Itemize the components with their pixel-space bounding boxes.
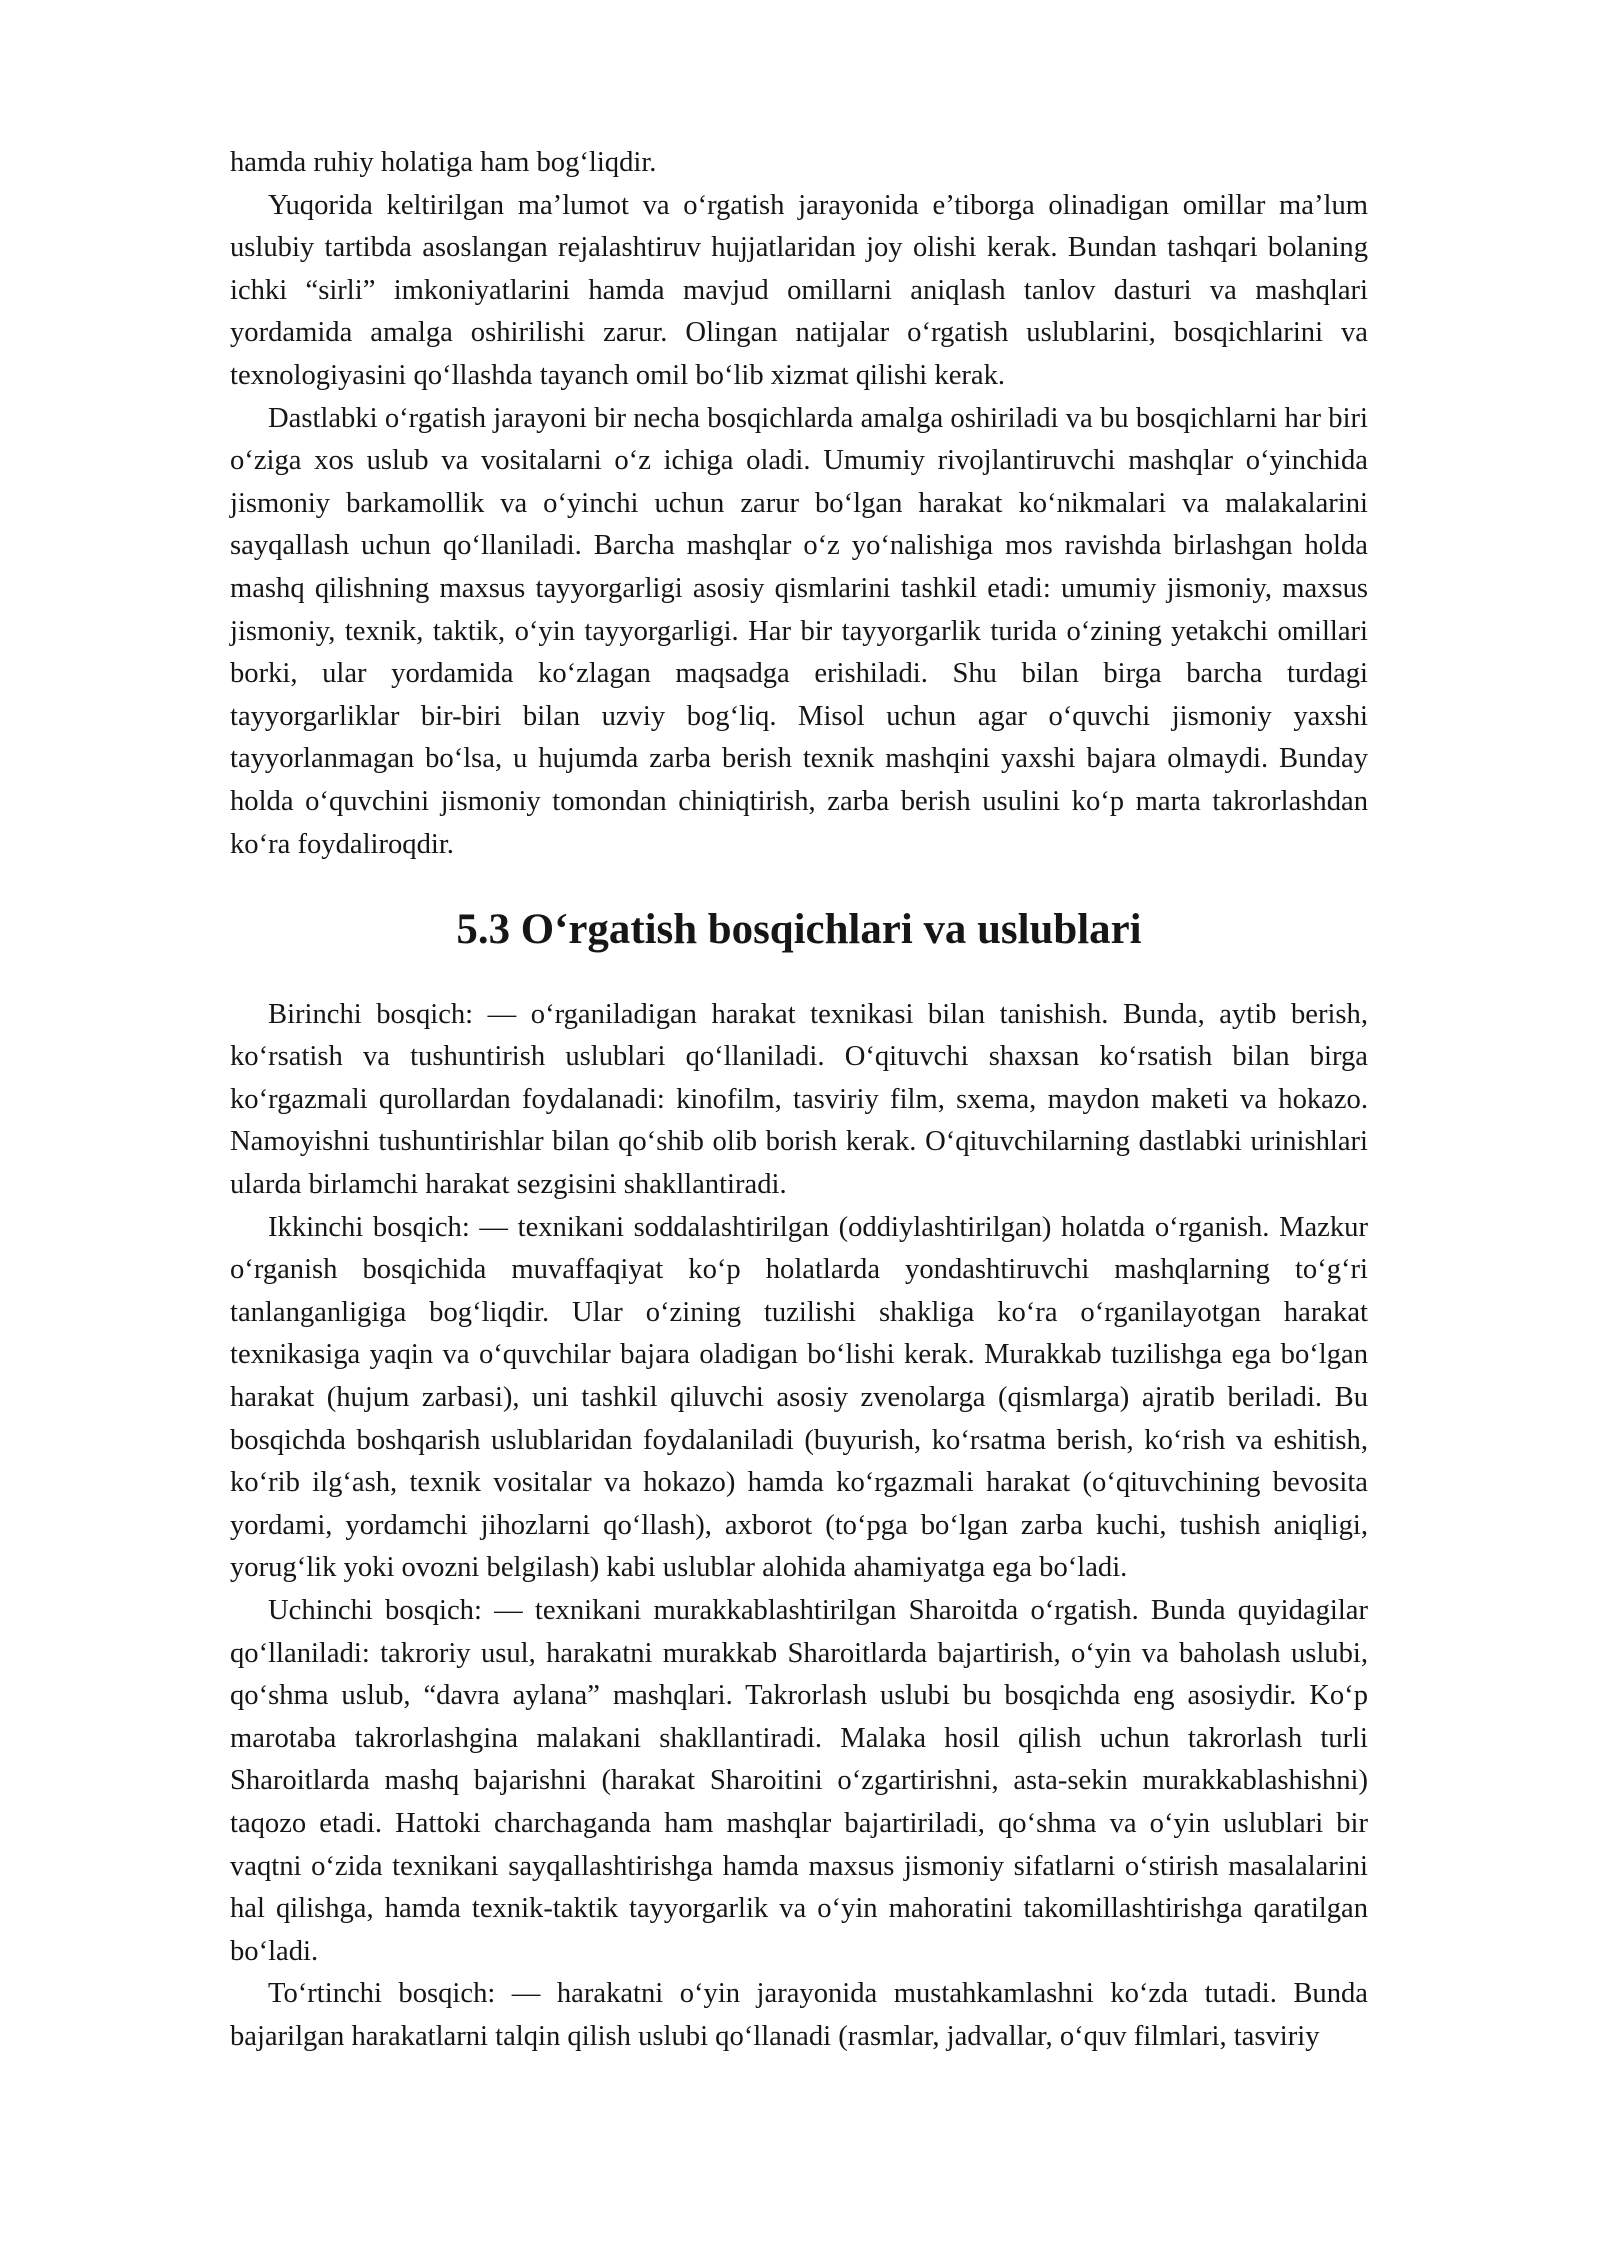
paragraph-stage-two: Ikkinchi bosqich: — texnikani soddalashtirilgan (oddiylashtirilgan) holatda o‘rganish. Mazkur o‘rganish bosqichida muvaffaqiyat ko‘p holatlarda yondashtiruvchi mashqlarning to‘g‘ri tanlanganligiga bog‘liqdir. Ular o‘zining tuzilishi shakliga ko‘ra o‘rganilayotgan harakat texnikasiga yaqin va o‘quvchilar bajara oladigan bo‘lishi kerak. Murakkab tuzilishga ega bo‘lgan harakat (hujum zarbasi), uni tashkil qiluvchi asosiy zvenolarga (qismlarga) ajratib beriladi. Bu bosqichda boshqarish uslublaridan foydalaniladi (buyurish, ko‘rsatma berish, ko‘rish va eshitish, ko‘rib ilg‘ash, texnik vositalar va hokazo) hamda ko‘rgazmali harakat (o‘qituvchining bevosita yordami, yordamchi jihozlarni qo‘llash), axborot (to‘pga bo‘lgan zarba kuchi, tushish aniqligi, yorug‘lik yoki ovozni belgilash) kabi uslublar alohida ahamiyatga ega bo‘ladi. xyxy=(230,1211,1368,1584)
paragraph-stage-three: Uchinchi bosqich: — texnikani murakkablashtirilgan Sharoitda o‘rgatish. Bunda quyidagilar qo‘llaniladi: takroriy usul, harakatni murakkab Sharoitlarda bajartirish, o‘yin va baholash uslubi, qo‘shma uslub, “davra aylana” mashqlari. Takrorlash uslubi bu bosqichda eng asosiydir. Ko‘p marotaba takrorlashgina malakani shakllantiradi. Malaka hosil qilish uchun takrorlash turli Sharoitlarda mashq bajarishni (harakat Sharoitini o‘zgartirishni, asta-sekin murakkablashishni) taqozo etadi. Hattoki charchaganda ham mashqlar bajartiriladi, qo‘shma va o‘yin uslublari bir vaqtni o‘zida texnikani sayqallashtirishga hamda maxsus jismoniy sifatlarni o‘stirish masalalarini hal qilishga, hamda texnik-taktik tayyorgarlik va o‘yin mahoratini takomillashtirishga qaratilgan bo‘ladi. xyxy=(230,1595,1368,1967)
paragraph-continuation: hamda ruhiy holatiga ham bog‘liqdir. xyxy=(230,147,657,178)
paragraph-stage-four: To‘rtinchi bosqich: — harakatni o‘yin jarayonida mustahkamlashni ko‘zda tutadi. Bunda bajarilgan harakatlarni talqin qilish uslubi qo‘llanadi (rasmlar, jadvallar, o‘quv filmlari, tasviriy xyxy=(230,1978,1368,2052)
paragraph-initial-training: Dastlabki o‘rgatish jarayoni bir necha bosqichlarda amalga oshiriladi va bu bosqichlarni har biri o‘ziga xos uslub va vositalarni o‘z ichiga oladi. Umumiy rivojlantiruvchi mashqlar o‘yinchida jismoniy barkamollik va o‘yinchi uchun zarur bo‘lgan harakat ko‘nikmalari va malakalarini sayqallash uchun qo‘llaniladi. Barcha mashqlar o‘z yo‘nalishiga mos ravishda birlashgan holda mashq qilishning maxsus tayyorgarligi asosiy qismlarini tashkil etadi: umumiy jismoniy, maxsus jismoniy, texnik, taktik, o‘yin tayyorgarligi. Har bir tayyorgarlik turida o‘zining yetakchi omillari borki, ular yordamida ko‘zlagan maqsadga erishiladi. Shu bilan birga barcha turdagi tayyorgarliklar bir-biri bilan uzviy bog‘liq. Misol uchun agar o‘quvchi jismoniy yaxshi tayyorlanmagan bo‘lsa, u hujumda zarba berish texnik mashqini yaxshi bajara olmaydi. Bunday holda o‘quvchini jismoniy tomondan chiniqtirish, zarba berish usulini ko‘p marta takrorlashdan ko‘ra foydaliroqdir. xyxy=(230,402,1368,860)
section-heading: 5.3 O‘rgatish bosqichlari va uslublari xyxy=(456,906,1142,954)
paragraph-stage-one: Birinchi bosqich: — o‘rganiladigan harakat texnikasi bilan tanishish. Bunda, aytib berish, ko‘rsatish va tushuntirish uslublari qo‘llaniladi. O‘qituvchi shaxsan ko‘rsatish bilan birga ko‘rgazmali qurollardan foydalanadi: kinofilm, tasviriy film, sxema, maydon maketi va hokazo. Namoyishni tushuntirishlar bilan qo‘shib olib borish kerak. O‘qituvchilarning dastlabki urinishlari ularda birlamchi harakat sezgisini shakllantiradi. xyxy=(230,998,1368,1201)
document-page xyxy=(230,142,1368,2059)
paragraph-planning: Yuqorida keltirilgan ma’lumot va o‘rgatish jarayonida e’tiborga olinadigan omillar ma’lum uslubiy tartibda asoslangan rejalashtiruv hujjatlaridan joy olishi kerak. Bundan tashqari bolaning ichki “sirli” imkoniyatlarini hamda mavjud omillarni aniqlash tanlov dasturi va mashqlari yordamida amalga oshirilishi zarur. Olingan natijalar o‘rgatish uslublarini, bosqichlarini va texnologiyasini qo‘llashda tayanch omil bo‘lib xizmat qilishi kerak. xyxy=(230,189,1368,391)
